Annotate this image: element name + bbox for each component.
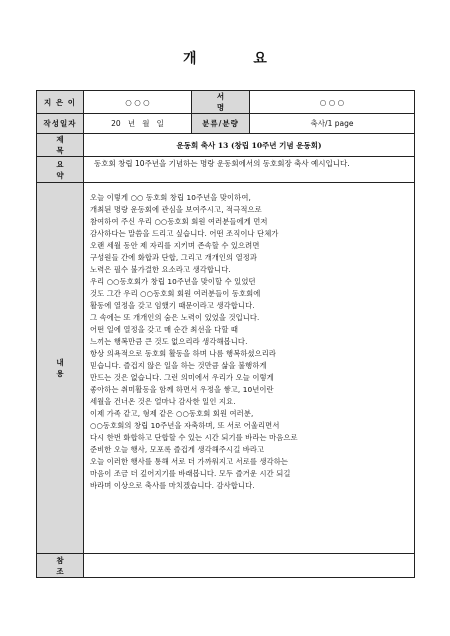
content-line: 느끼는 행복만큼 큰 것도 없으리라 생각해봅니다. xyxy=(90,337,248,346)
content-line: 만드는 것은 없습니다. 그런 의미에서 우리가 오늘 이렇게 xyxy=(90,373,274,382)
content-line: 이제 가족 같고, 형제 같은 ○○동호회 회원 여러분, xyxy=(90,409,254,418)
content-line: 오늘 이러한 행사를 통해 서로 더 가까워지고 서로를 생각하는 xyxy=(90,457,289,466)
page-title: 개 요 xyxy=(183,51,293,67)
content-line: 오랜 세월 동안 제 자리를 지키며 존속할 수 있으려면 xyxy=(90,241,260,250)
content-line: 준비한 오늘 행사, 모포록 즐겁게 생각해주시길 바라고 xyxy=(90,445,265,454)
content-line: 세월을 건너온 것은 얼마나 감사한 일인 지요. xyxy=(90,397,236,406)
subject-value: 운동회 축사 13 (창립 10주년 기념 운동회) xyxy=(84,134,415,157)
content-body xyxy=(84,183,415,554)
date-value: 20 년 월 일 xyxy=(84,114,192,134)
content-line: 노력은 필수 불가결한 요소라고 생각합니다. xyxy=(90,265,231,274)
date-label: 작성일자 xyxy=(37,114,84,134)
content-lines xyxy=(90,192,414,492)
content-line: 마음이 조금 더 깊어지기를 바래봅니다. 모두 즐거운 시간 되길 xyxy=(90,469,291,478)
reader-label: 서 명 xyxy=(192,91,250,114)
content-line: 바라며 이상으로 축사를 마치겠습니다. 감사합니다. xyxy=(90,481,255,490)
reader-value: ○ ○ ○ xyxy=(250,91,415,114)
content-label: 내 용 xyxy=(37,183,84,554)
content-line: 참여하여 주신 우리 ○○동호회 회원 여러분들에게 먼저 xyxy=(90,217,268,226)
content-line: 믿습니다. 즐겁지 않은 일을 하는 것만큼 삶을 불행하게 xyxy=(90,361,267,370)
content-line: 오늘 이렇게 ○○ 동호회 창립 10주년을 맞이하여, xyxy=(90,193,251,202)
content-line: 어떤 일에 열정을 갖고 매 순간 최선을 다할 때 xyxy=(90,325,239,334)
author-label: 지 은 이 xyxy=(37,91,84,114)
content-line: 우리 ○○동호회가 창립 10주년을 맞이할 수 있었던 xyxy=(90,277,256,286)
content-line: 그 속에는 또 개개인의 숨은 노력이 있었을 것입니다. xyxy=(90,313,260,322)
author-value: ○ ○ ○ xyxy=(84,91,192,114)
summary-value: 동호회 창립 10주년을 기념하는 명랑 운동회에서의 동호회장 축사 예시입니다. xyxy=(84,157,415,183)
document-overview-form xyxy=(36,90,415,578)
reference-value xyxy=(84,554,415,578)
category-label: 분류/분량 xyxy=(192,114,250,134)
reference-label: 참 조 xyxy=(37,554,84,578)
summary-label: 요 약 xyxy=(37,157,84,183)
subject-label: 제 목 xyxy=(37,134,84,157)
content-line: 다시 한번 화합하고 단합할 수 있는 시간 되기를 바라는 마음으로 xyxy=(90,433,298,442)
content-line: 개최된 명랑 운동회에 관심을 보여주시고, 적극적으로 xyxy=(90,205,262,214)
content-line: 항상 의욕적으로 동호회 활동을 하며 나름 행복하셨으리라 xyxy=(90,349,277,358)
content-line: 좋아하는 취미활동을 함께 하면서 우정을 쌓고, 10년이란 xyxy=(90,385,274,394)
content-line: ○○동호회의 창립 10주년을 자축하며, 또 서로 어울리면서 xyxy=(90,421,280,430)
category-value: 축사/1 page xyxy=(250,114,415,134)
content-line: 구성원들 간에 화합과 단합, 그리고 개개인의 열정과 xyxy=(90,253,258,262)
content-line: 활동에 열정을 갖고 임했기 때문이라고 생각합니다. xyxy=(90,301,255,310)
content-line: 것도 그간 우리 ○○동호회 회원 여러분들이 동호회에 xyxy=(90,289,261,298)
content-line: 감사하다는 말씀을 드리고 싶습니다. 어떤 조직이나 단체가 xyxy=(90,229,279,238)
